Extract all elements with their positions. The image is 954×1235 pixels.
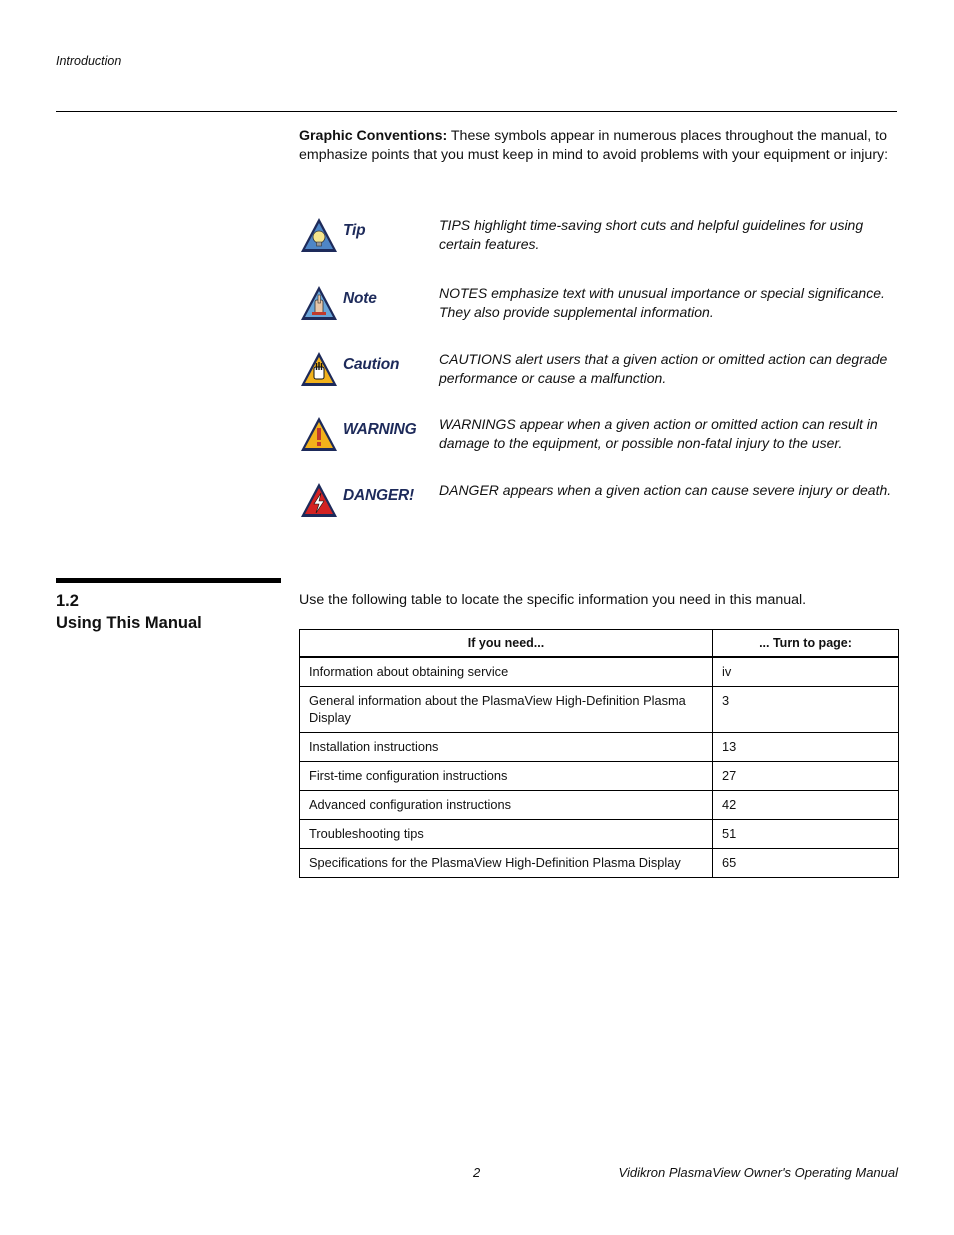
convention-tip [299,216,899,256]
page-number: 2 [473,1165,481,1180]
warning-label: WARNING [343,421,417,438]
table-cell-page: 42 [713,791,899,820]
caution-label: Caution [343,356,400,373]
warning-description: WARNINGS appear when a given action or omitted action can result in damage to the equipment, or possible non-fatal injury to the user. [439,416,878,451]
table-row [300,849,899,878]
danger-label: DANGER! [343,487,414,504]
header-rule [56,111,897,112]
footer-manual-title: Vidikron PlasmaView Owner's Operating Manual [618,1165,898,1180]
danger-description: DANGER appears when a given action can cause severe injury or death. [439,482,892,498]
convention-note [299,284,899,324]
table-cell-need: Installation instructions [300,733,713,762]
manual-guide-table [299,629,899,878]
table-row [300,820,899,849]
intro-text: These symbols appear in numerous places throughout the manual, to emphasize points that you must keep in mind to avoid problems with your equipment or injury: [299,128,889,163]
convention-caution [299,350,899,390]
table-cell-need: Troubleshooting tips [300,820,713,849]
section-title: Using This Manual [56,614,202,632]
tip-label: Tip [343,222,366,239]
convention-danger [299,481,899,521]
table-row [300,791,899,820]
table-cell-need: Information about obtaining service [300,657,713,687]
table-row [300,733,899,762]
table-cell-page: 3 [713,687,899,733]
section-number: 1.2 [56,592,79,610]
tip-lightbulb-icon [299,216,339,254]
tip-description: TIPS highlight time-saving short cuts and helpful guidelines for using certain features. [439,217,864,252]
intro-lead: Graphic Conventions: [299,128,448,144]
table-cell-page: iv [713,657,899,687]
note-hand-icon [299,284,339,322]
caution-description: CAUTIONS alert users that a given action or omitted action can degrade performance or cause a malfunction. [439,351,888,386]
table-cell-page: 13 [713,733,899,762]
note-label: Note [343,290,377,307]
table-cell-page: 65 [713,849,899,878]
table-cell-need: Specifications for the PlasmaView High-Definition Plasma Display [300,849,713,878]
table-header-row [300,630,899,658]
table-row [300,657,899,687]
convention-warning [299,415,899,455]
table-cell-page: 27 [713,762,899,791]
column-header-need: If you need... [300,630,713,658]
graphic-conventions-intro [299,127,897,164]
running-header: Introduction [56,54,122,68]
note-description: NOTES emphasize text with unusual importance or special significance. They also provide supplemental information. [439,285,885,320]
column-header-page: ... Turn to page: [713,630,899,658]
caution-hand-icon [299,350,339,388]
section-intro: Use the following table to locate the specific information you need in this manual. [299,592,807,608]
section-rule [56,578,281,583]
table-cell-page: 51 [713,820,899,849]
table-cell-need: General information about the PlasmaView High-Definition Plasma Display [300,687,713,733]
table-cell-need: Advanced configuration instructions [300,791,713,820]
danger-lightning-icon [299,481,339,519]
table-row [300,687,899,733]
table-cell-need: First-time configuration instructions [300,762,713,791]
table-row [300,762,899,791]
warning-exclamation-icon [299,415,339,453]
